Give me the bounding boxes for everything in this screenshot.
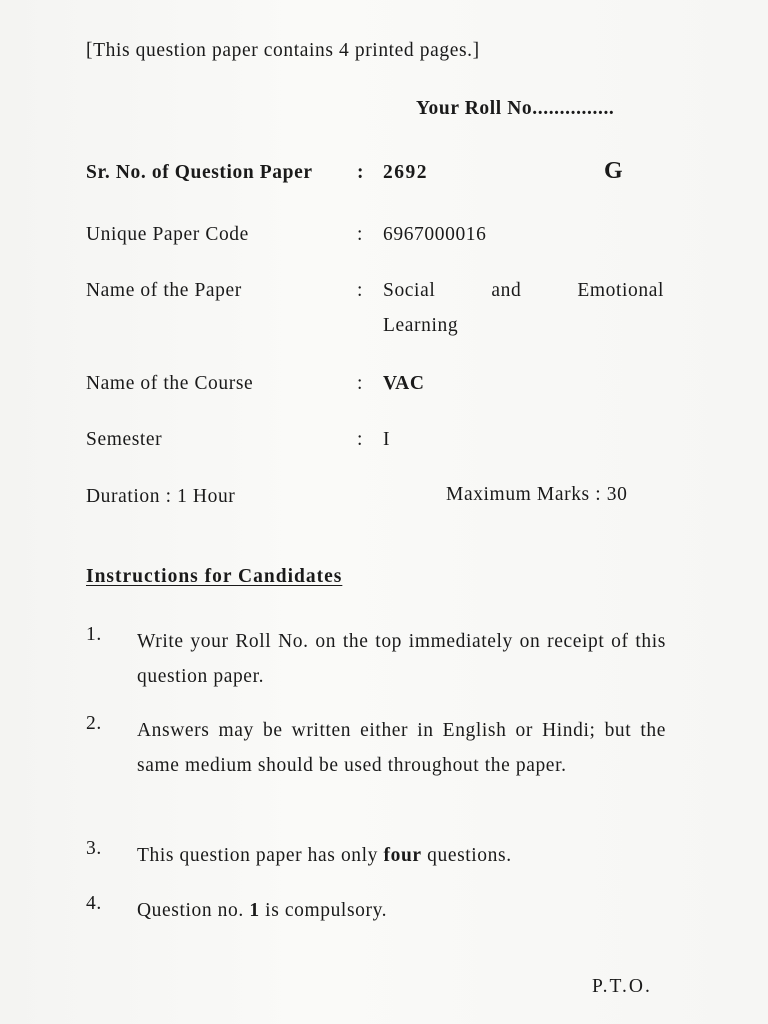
course-name-colon: :: [357, 373, 364, 394]
instruction-text: This question paper has only four questions.: [137, 845, 512, 866]
serial-number-colon: :: [357, 162, 365, 183]
paper-name-colon: :: [357, 280, 364, 301]
instruction-item: [86, 838, 666, 873]
paper-name-word: Emotional: [577, 280, 664, 301]
instruction-item: [86, 713, 666, 783]
instruction-item: [86, 893, 666, 928]
instruction-number: 3.: [86, 838, 102, 859]
unique-paper-code-colon: :: [357, 224, 364, 245]
emphasis-text: four: [383, 845, 422, 866]
instruction-number: 2.: [86, 713, 102, 734]
please-turn-over-text: P.T.O.: [592, 976, 652, 997]
semester-value: I: [383, 429, 391, 450]
serial-number-label: Sr. No. of Question Paper: [86, 162, 313, 183]
unique-paper-code-value: 6967000016: [383, 224, 487, 245]
paper-name-label: Name of the Paper: [86, 280, 242, 301]
course-name-label: Name of the Course: [86, 373, 254, 394]
semester-colon: :: [357, 429, 364, 450]
serial-number-value: 2692: [383, 162, 428, 183]
instruction-text: Write your Roll No. on the top immediately on receipt of this question paper.: [137, 631, 666, 687]
semester-label: Semester: [86, 429, 163, 450]
paper-set-code: G: [604, 158, 623, 184]
instruction-number: 4.: [86, 893, 102, 914]
duration-text: Duration : 1 Hour: [86, 486, 236, 507]
paper-name-word: Learning: [383, 315, 459, 336]
emphasis-text: 1: [249, 900, 260, 921]
paper-name-value: [383, 280, 664, 337]
roll-number-field: Your Roll No...............: [416, 98, 615, 119]
maximum-marks-text: Maximum Marks : 30: [446, 484, 628, 505]
paper-name-word: and: [491, 280, 522, 301]
instructions-heading: Instructions for Candidates: [86, 566, 343, 587]
paper-name-word: Social: [383, 280, 436, 301]
course-name-value: VAC: [383, 373, 425, 394]
instruction-number: 1.: [86, 624, 102, 645]
instruction-item: [86, 624, 666, 694]
instruction-text: Answers may be written either in English or Hindi; but the same medium should be used throughout the paper.: [137, 720, 666, 776]
unique-paper-code-label: Unique Paper Code: [86, 224, 249, 245]
printed-pages-note: [This question paper contains 4 printed pages.]: [86, 40, 480, 61]
instruction-text: Question no. 1 is compulsory.: [137, 900, 388, 921]
